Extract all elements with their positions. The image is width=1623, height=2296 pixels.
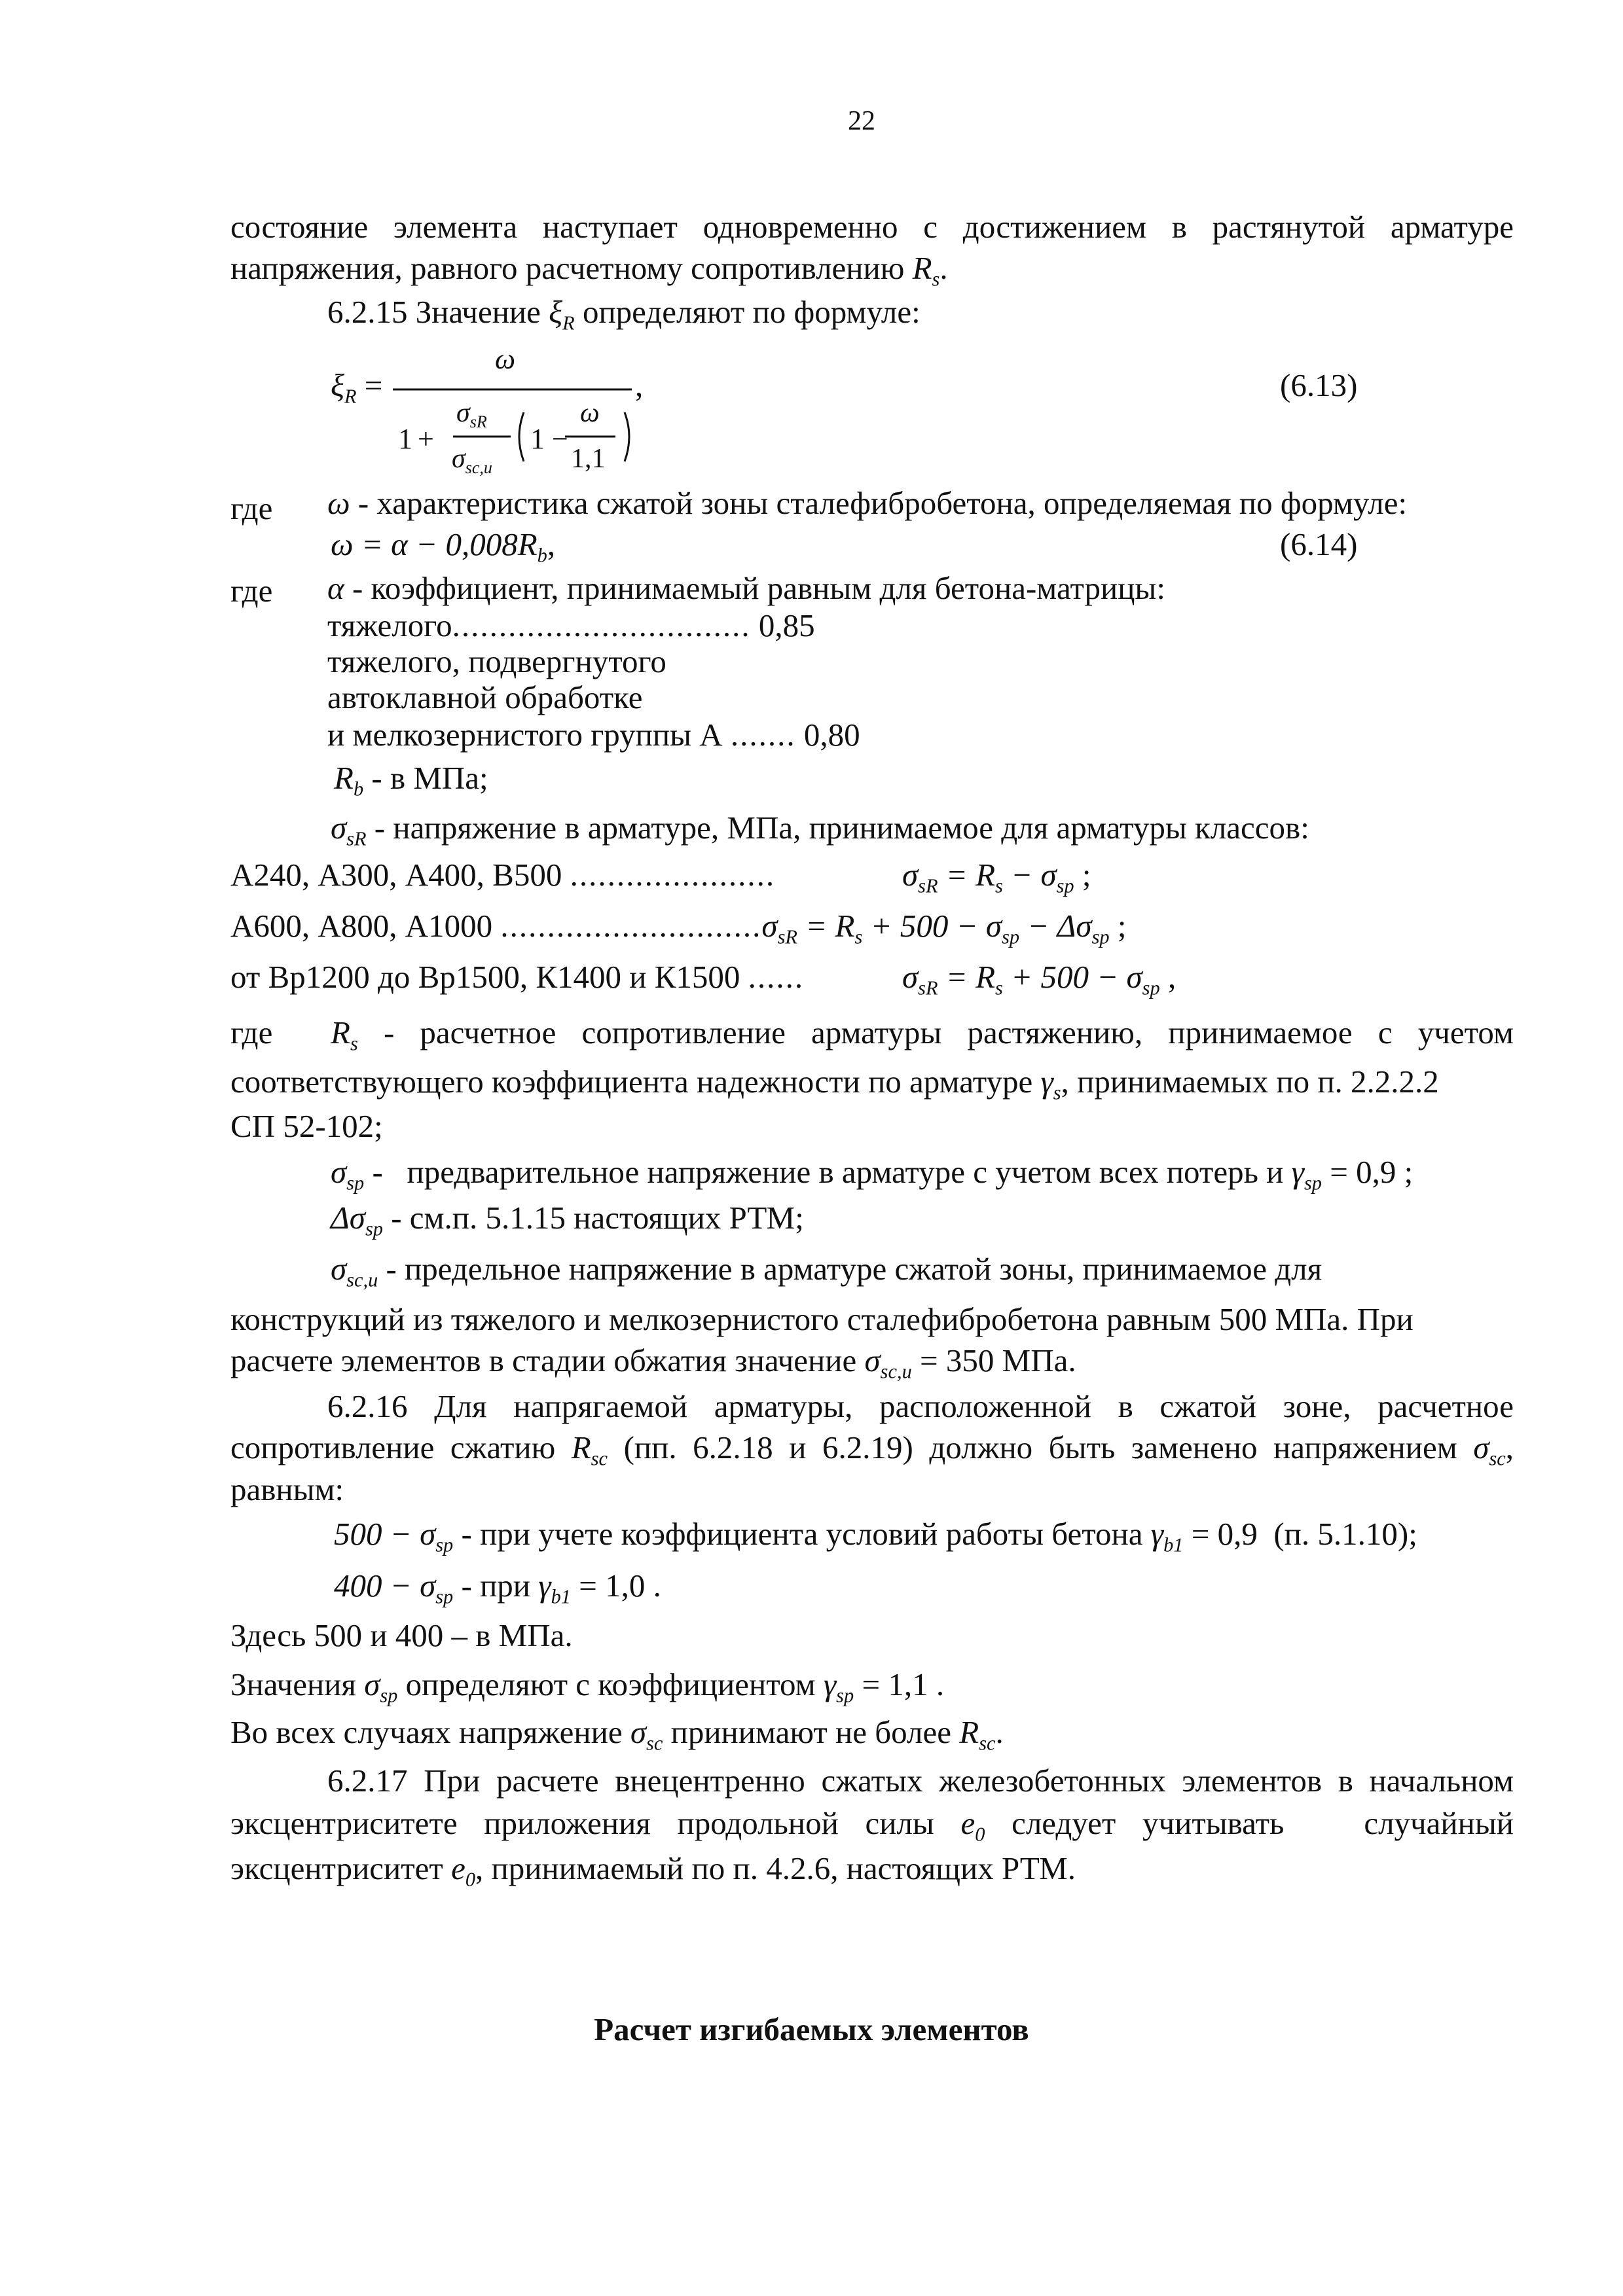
section-6-2-15: 6.2.15 Значение $\xi_R$ определяют по формуле: bbox=[327, 294, 921, 334]
alpha-definition: α - коэффициент, принимаемый равным для бетона-матрицы: bbox=[327, 570, 1165, 606]
class-row-1-formula: $\sigma_{sR} = R_s - \sigma_{sp}$ ; bbox=[902, 857, 1091, 897]
section-6-2-17-line-3: эксцентриситет $e_0$, принимаемый по п. 4.2.6, настоящих РТМ. bbox=[230, 1850, 1076, 1891]
values-note: Значения $\sigma_{sp}$ определяют с коэффициентом $\gamma_{sp} = 1,1$ . bbox=[230, 1666, 945, 1707]
formula-inner-den: 1,1 bbox=[571, 444, 606, 474]
alpha-heavy-auto-1: тяжелого, подвергнутого bbox=[327, 643, 666, 679]
sigma-sr-definition: $\sigma_{sR}$ - напряжение в арматуре, МПа, принимаемое для арматуры классов: bbox=[331, 810, 1309, 850]
alpha-heavy-row: тяжелого................................ 0,85 bbox=[327, 607, 815, 643]
sigma-scu-definition-line-3: расчете элементов в стадии обжатия значение $\sigma_{sc,u} = 350$ МПа. bbox=[230, 1342, 1076, 1383]
formula-6-14: $\omega = \alpha - 0,008R_b$, bbox=[331, 526, 556, 567]
sigma-sp-definition: $\sigma_{sp}$ - предварительное напряжение в арматуре с учетом всех потерь и $\gamma_{sp} = 0,9$ ; bbox=[331, 1154, 1413, 1194]
formula-one: 1 bbox=[398, 423, 412, 455]
page-number: 22 bbox=[848, 106, 875, 136]
intro-line-2: напряжения, равного расчетному сопротивлению $R_s$. bbox=[230, 250, 948, 291]
section-6-2-17-line-2: эксцентриситете приложения продольной силы $e_0$ следует учитывать случайный bbox=[230, 1805, 1514, 1846]
formula-400: $400 - \sigma_{sp}$ - при $\gamma_{b1} = 1,0$ . bbox=[334, 1568, 661, 1608]
where-label: где bbox=[230, 1014, 273, 1050]
class-row-2: А600, А800, А1000 $............................\sigma_{sR} = R_s + 500 - \sigma_{sp} - \Delta\sigma_{sp}$ ; bbox=[230, 908, 1127, 948]
section-6-2-17-line-1: 6.2.17 При расчете внецентренно сжатых железобетонных элементов в начальном bbox=[327, 1763, 1514, 1799]
alpha-heavy-auto-2: автоклавной обработке bbox=[327, 679, 643, 715]
formula-numerator: ω bbox=[495, 343, 516, 375]
rs-definition-line-2: соответствующего коэффициента надежности по арматуре $\gamma_s$, принимаемых по п. 2.2.2.2 bbox=[230, 1064, 1439, 1104]
section-6-2-16-line-3: равным: bbox=[230, 1471, 344, 1507]
equation-number-6-13: (6.13) bbox=[1280, 367, 1358, 403]
units-note: Здесь 500 и 400 – в МПа. bbox=[230, 1617, 573, 1653]
section-6-2-16-line-1: 6.2.16 Для напрягаемой арматуры, расположенной в сжатой зоне, расчетное bbox=[327, 1388, 1514, 1424]
formula-sigma-scu: $\sigma_{sc,u}$ bbox=[452, 444, 492, 478]
where-label: где bbox=[230, 573, 273, 609]
section-heading: Расчет изгибаемых элементов bbox=[594, 2011, 1029, 2047]
omega-definition: ω - характеристика сжатой зоны сталефибробетона, определяемая по формуле: bbox=[327, 485, 1408, 521]
rs-definition-line-3: СП 52-102; bbox=[230, 1108, 383, 1144]
section-6-2-16-line-2: сопротивление сжатию $R_{sc}$ (пп. 6.2.18 и 6.2.19) должно быть заменено напряжением $\sigma_{sc}$, bbox=[230, 1429, 1514, 1470]
formula-inner-omega: ω bbox=[580, 398, 600, 428]
formula-lhs: ξ bbox=[331, 367, 344, 403]
sigma-scu-definition-line-1: $\sigma_{sc,u}$ - предельное напряжение в арматуре сжатой зоны, принимаемое для bbox=[331, 1251, 1322, 1291]
class-row-3-formula: $\sigma_{sR} = R_s + 500 - \sigma_{sp}$ , bbox=[902, 959, 1176, 999]
document-page: 22 состояние элемента наступает одновременно с достижением в растянутой арматуре напряжения, равного расчетному сопротивлению $R_s$. 6.2.15 Значение $\xi_R$ определяют по формуле: $\xi_R$ = ω 1 + $\sigma_{sR}$ $\sigma_{sc,u}$ 1 − ω 1,1 , (6.13) где ω - характеристика сжатой зоны сталефибробетона, определяемая по формуле: $\omega = \alpha - 0,008R_b$, (6.14) где α - коэффициент, принимаемый равным для бетона-матрицы: тяжелого................................ 0,85 тяжелого, подвергнутого автоклавной обработке и мелкозернистого группы А ....... 0,80 $R_b$ - в МПа; $\sigma_{sR}$ - напряжение в арматуре, МПа, принимаемое для арматуры классов: А240, А300, А400, В500 ...................... $\sigma_{sR} = R_s - \sigma_{sp}$ ; А600, А800, А1000 $............................\sigma_{sR} = R_s + 500 - \sigma_{sp} - \Delta\sigma_{sp}$ ; от Вр1200 до Вр1500, К1400 и К1500 ...... $\sigma_{sR} = R_s + 500 - \sigma_{sp}$ , где $R_s$ - расчетное сопротивление арматуры растяжению, принимаемое с учетом соответствующего коэффициента надежности по арматуре $\gamma_s$, принимаемых по п. 2.2.2.2 СП 52-102; $\sigma_{sp}$ - предварительное напряжение в арматуре с учетом всех потерь и $\gamma_{sp} = 0,9$ ; $\Delta\sigma_{sp} - см.п$. 5.1.15 настоящих РТМ; $\sigma_{sc,u}$ - предельное напряжение в арматуре сжатой зоны, принимаемое для конструкций из тяжелого и мелкозернистого сталефибробетона равным 500 МПа. При расчете элементов в стадии обжатия значение $\sigma_{sc,u} = 350$ МПа. 6.2.16 Для напрягаемой арматуры, расположенной в сжатой зоне, расчетное сопротивление сжатию $R_{sc}$ (пп. 6.2.18 и 6.2.19) должно быть заменено напряжением $\sigma_{sc}$, равным: $500 - \sigma_{sp}$ - при учете коэффициента условий работы бетона $\gamma_{b1} = 0,9$ (п. 5.1.10); $400 - \sigma_{sp}$ - при $\gamma_{b1} = 1,0$ . Здесь 500 и 400 – в МПа. Значения $\sigma_{sp}$ определяют с коэффициентом $\gamma_{sp} = 1,1$ . Во всех случаях напряжение $\sigma_{sc}$ принимают не более $R_{sc}$. 6.2.17 При расчете внецентренно сжатых железобетонных элементов в начальном эксцентриситете приложения продольной силы $e_0$ следует учитывать случайный эксцентриситет $e_0$, принимаемый по п. 4.2.6, настоящих РТМ. Расчет изгибаемых элементов bbox=[0, 0, 1623, 2296]
class-row-1: А240, А300, А400, В500 ...................... bbox=[230, 857, 776, 893]
sigma-scu-definition-line-2: конструкций из тяжелого и мелкозернистого сталефибробетона равным 500 МПа. При bbox=[230, 1301, 1413, 1337]
equation-number-6-14: (6.14) bbox=[1280, 526, 1358, 562]
intro-line-1: состояние элемента наступает одновременно с достижением в растянутой арматуре bbox=[230, 209, 1514, 245]
formula-sigma-sr: $\sigma_{sR}$ bbox=[456, 398, 487, 432]
where-label: где bbox=[230, 490, 273, 526]
delta-sigma-sp-definition: $\Delta\sigma_{sp} - см.п$. 5.1.15 настоящих РТМ; bbox=[331, 1200, 804, 1240]
all-cases-note: Во всех случаях напряжение $\sigma_{sc}$ принимают не более $R_{sc}$. bbox=[230, 1714, 1004, 1755]
rb-definition: $R_b$ - в МПа; bbox=[334, 760, 488, 800]
rs-definition-line-1: $R_s$ - расчетное сопротивление арматуры растяжению, принимаемое с учетом bbox=[331, 1014, 1514, 1055]
alpha-fine-row: и мелкозернистого группы А ....... 0,80 bbox=[327, 717, 860, 753]
formula-500: $500 - \sigma_{sp}$ - при учете коэффициента условий работы бетона $\gamma_{b1} = 0,9$ (п. 5.1.10); bbox=[334, 1516, 1417, 1556]
class-row-3: от Вр1200 до Вр1500, К1400 и К1500 ...... bbox=[230, 959, 805, 995]
